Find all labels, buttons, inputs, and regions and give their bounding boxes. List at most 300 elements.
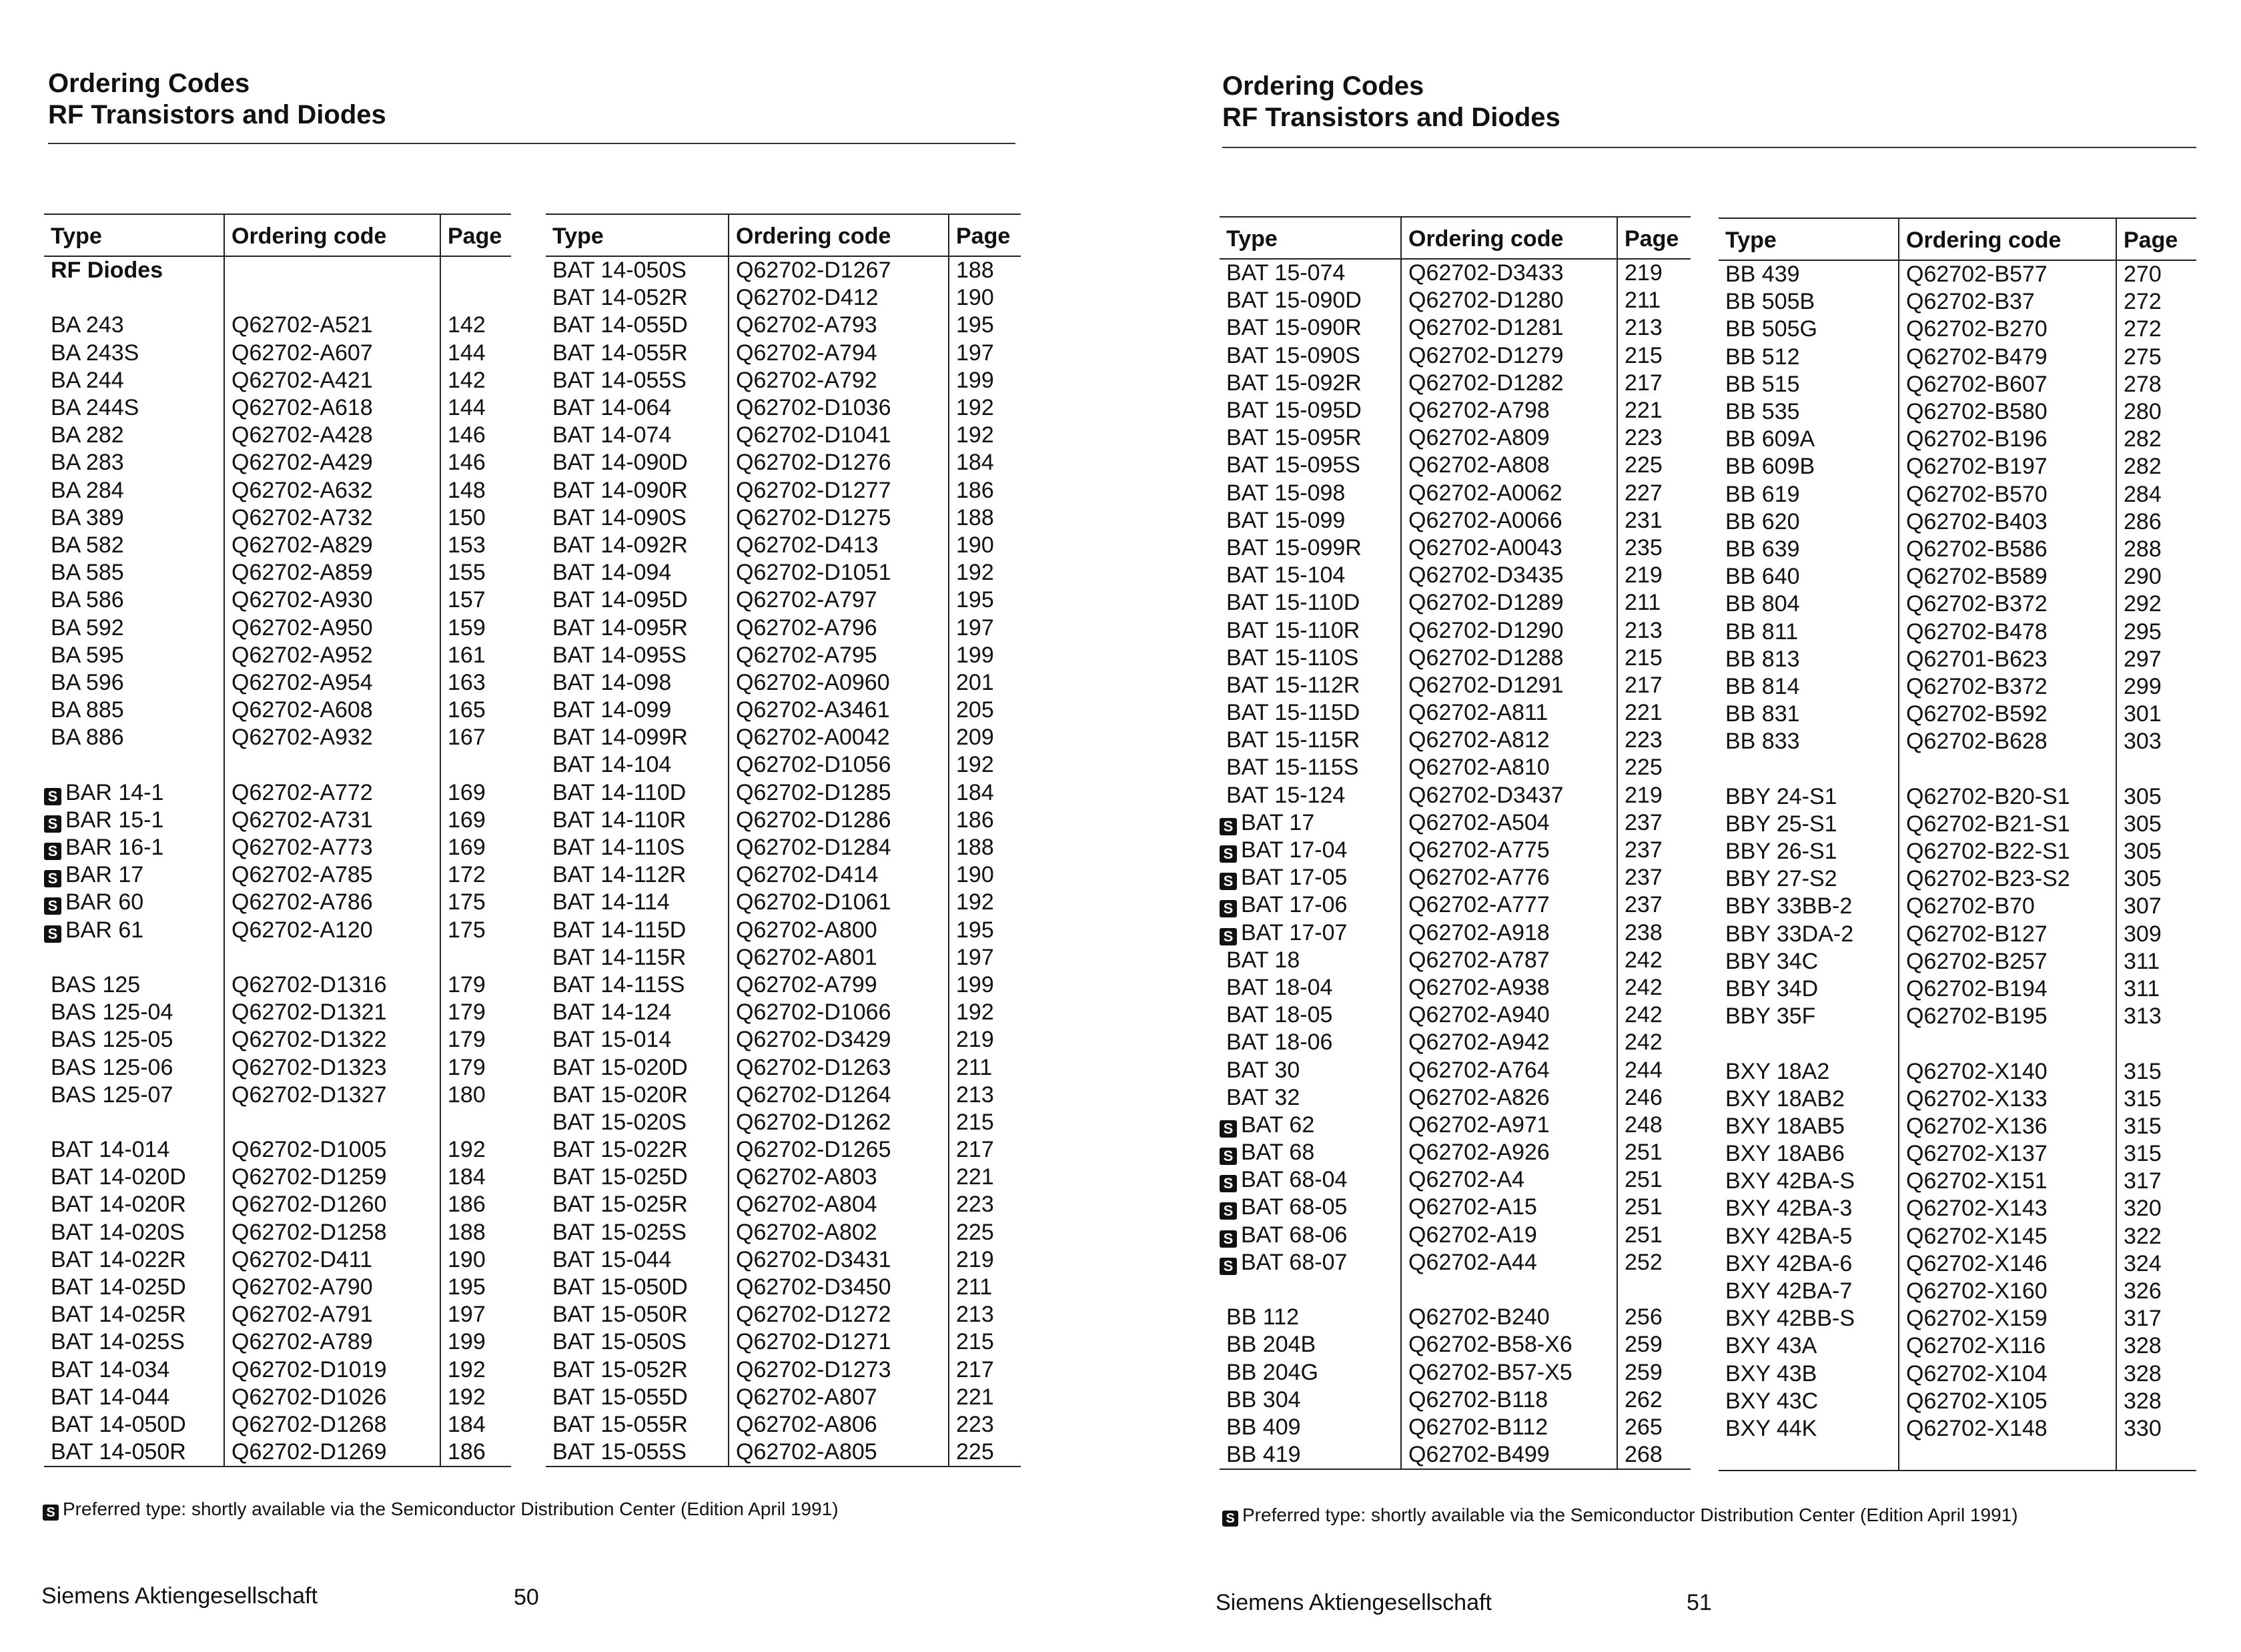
ordering-code-cell: Q62702-X105 — [1899, 1388, 2116, 1415]
ordering-code-cell: Q62702-X146 — [1899, 1250, 2116, 1278]
ordering-code-cell: Q62702-A791 — [224, 1301, 440, 1328]
type-value: BAT 15-044 — [552, 1246, 672, 1272]
table-row — [1719, 260, 2196, 288]
type-cell — [1719, 1140, 1899, 1168]
type-value: BAT 15-115S — [1226, 755, 1359, 781]
table-row — [546, 999, 1021, 1026]
ordering-code-cell: Q62702-D1264 — [729, 1082, 949, 1109]
table-row — [1220, 864, 1691, 891]
table-row — [546, 1384, 1021, 1411]
table-row — [1719, 783, 2196, 811]
table-row — [546, 917, 1021, 944]
page-cell: 301 — [2116, 701, 2196, 728]
ordering-code-cell — [224, 751, 440, 779]
table-row — [44, 1274, 511, 1301]
page-cell: 153 — [440, 532, 511, 559]
type-value: BB 639 — [1725, 536, 1800, 562]
table-row — [546, 944, 1021, 971]
page-cell: 238 — [1617, 919, 1691, 947]
type-value: BAT 68-07 — [1241, 1249, 1348, 1275]
page-cell: 305 — [2116, 783, 2196, 811]
type-value: BAT 18-06 — [1226, 1029, 1333, 1056]
table-row — [546, 807, 1021, 834]
table-row — [1220, 1222, 1691, 1249]
type-value: BAT 15-020R — [552, 1082, 688, 1108]
type-cell — [1220, 947, 1401, 974]
ordering-code-cell: Q62702-D3435 — [1401, 562, 1617, 589]
table-row — [1220, 782, 1691, 809]
type-value: BAT 17-04 — [1241, 837, 1348, 863]
ordering-code-cell: Q62702-D1285 — [729, 779, 949, 807]
ordering-table-1 — [44, 214, 511, 1467]
page-cell: 165 — [440, 697, 511, 724]
table-row — [546, 834, 1021, 861]
type-cell — [1719, 1086, 1899, 1113]
table-row — [546, 256, 1021, 284]
ordering-code-cell: Q62702-D1258 — [224, 1219, 440, 1246]
ordering-code-cell: Q62702-D1066 — [729, 999, 949, 1026]
type-cell — [1719, 536, 1899, 563]
table-row — [1719, 948, 2196, 975]
ordering-code-cell: Q62702-A789 — [224, 1328, 440, 1356]
type-value: BAT 14-020S — [51, 1219, 185, 1245]
preferred-type-icon: S — [1220, 900, 1237, 917]
table-row — [44, 449, 511, 476]
ordering-code-cell: Q62702-A799 — [729, 971, 949, 999]
ordering-code-cell: Q62702-D1321 — [224, 999, 440, 1026]
ordering-code-cell: Q62702-A732 — [224, 504, 440, 532]
table-row — [1220, 1304, 1691, 1331]
type-cell — [1220, 1359, 1401, 1386]
ordering-code-cell: Q62702-D1280 — [1401, 287, 1617, 314]
page-cell: 278 — [2116, 371, 2196, 398]
table-row — [1220, 534, 1691, 562]
preferred-type-icon: S — [1220, 1230, 1237, 1248]
ordering-code-cell: Q62702-D1056 — [729, 751, 949, 779]
preferred-type-icon: S — [1220, 845, 1237, 863]
table-row — [44, 1384, 511, 1411]
type-cell — [546, 889, 729, 916]
ordering-code-cell: Q62702-D1019 — [224, 1356, 440, 1384]
ordering-code-cell: Q62702-D1316 — [224, 971, 440, 999]
type-cell — [546, 284, 729, 312]
ordering-code-cell: Q62702-A796 — [729, 614, 949, 641]
ordering-code-cell: Q62702-A19 — [1401, 1222, 1617, 1249]
table-row — [44, 532, 511, 559]
table-row — [1719, 1278, 2196, 1305]
type-cell — [1220, 837, 1401, 864]
table-row — [1220, 424, 1691, 452]
ordering-code-cell: Q62702-A829 — [224, 532, 440, 559]
type-cell — [44, 889, 224, 916]
type-cell — [1719, 260, 1899, 288]
type-cell — [1220, 1331, 1401, 1358]
type-cell — [546, 367, 729, 394]
type-value: BAT 14-050R — [51, 1439, 186, 1465]
type-cell — [546, 1109, 729, 1136]
ordering-code-cell: Q62702-A930 — [224, 586, 440, 614]
ordering-code-cell: Q62702-A608 — [224, 697, 440, 724]
type-value: BAT 68-04 — [1241, 1167, 1348, 1193]
ordering-code-cell: Q62702-D1263 — [729, 1054, 949, 1081]
type-cell — [1220, 1386, 1401, 1414]
ordering-code-cell: Q62702-A504 — [1401, 809, 1617, 837]
type-cell — [546, 340, 729, 367]
page-cell: 237 — [1617, 837, 1691, 864]
ordering-code-cell — [224, 944, 440, 971]
page-cell — [440, 1109, 511, 1136]
table-header-row — [44, 214, 511, 256]
type-cell — [546, 1384, 729, 1411]
table-row — [44, 971, 511, 999]
ordering-code-cell: Q62702-A428 — [224, 422, 440, 449]
type-value: BB 833 — [1725, 729, 1800, 755]
table-row — [1220, 1194, 1691, 1221]
page-right — [1121, 0, 2241, 1652]
ordering-code-cell: Q62702-D3450 — [729, 1274, 949, 1301]
page-cell: 315 — [2116, 1140, 2196, 1168]
ordering-code-header: Ordering code — [1401, 217, 1617, 259]
type-cell — [1719, 344, 1899, 371]
type-value: BAT 18-05 — [1226, 1002, 1333, 1028]
type-cell — [546, 1328, 729, 1356]
ordering-code-cell: Q62702-A792 — [729, 367, 949, 394]
ordering-code-cell: Q62702-D1277 — [729, 477, 949, 504]
page-cell: 237 — [1617, 864, 1691, 891]
page-cell: 317 — [2116, 1305, 2196, 1332]
page-cell: 179 — [440, 999, 511, 1026]
page-cell: 190 — [949, 284, 1021, 312]
table-row — [546, 779, 1021, 807]
table-row — [546, 422, 1021, 449]
page-cell: 248 — [1617, 1112, 1691, 1139]
type-value: BXY 42BB-S — [1725, 1306, 1855, 1332]
table-row — [546, 1191, 1021, 1218]
type-cell — [44, 697, 224, 724]
page-cell: 225 — [1617, 452, 1691, 479]
ordering-code-cell: Q62702-A0042 — [729, 724, 949, 751]
ordering-code-cell: Q62702-X104 — [1899, 1360, 2116, 1388]
type-value: BA 886 — [51, 725, 124, 751]
table-row — [546, 971, 1021, 999]
type-value: BAT 15-124 — [1226, 782, 1346, 808]
page-cell: 290 — [2116, 563, 2196, 590]
ordering-code-cell — [224, 256, 440, 284]
type-cell — [546, 504, 729, 532]
table-row — [1220, 1414, 1691, 1441]
type-cell — [1220, 919, 1401, 947]
type-cell — [1719, 755, 1899, 783]
page-cell: 190 — [949, 532, 1021, 559]
ordering-code-cell: Q62702-B592 — [1899, 701, 2116, 728]
type-value: BAT 14-094 — [552, 560, 672, 586]
table-row — [44, 724, 511, 751]
ordering-code-cell: Q62702-D1061 — [729, 889, 949, 916]
type-cell — [44, 1301, 224, 1328]
table-row — [44, 256, 511, 284]
type-value: BXY 18AB2 — [1725, 1086, 1845, 1112]
type-value: BAT 15-090R — [1226, 315, 1362, 341]
page-cell: 223 — [949, 1411, 1021, 1438]
page-cell: 179 — [440, 1026, 511, 1054]
type-value: BBY 24-S1 — [1725, 783, 1837, 809]
table-row — [44, 834, 511, 861]
table-row — [1220, 837, 1691, 864]
type-value: BAT 15-092R — [1226, 370, 1362, 396]
page-cell: 163 — [440, 669, 511, 697]
type-value: BAS 125-07 — [51, 1082, 173, 1108]
footnote-text: Preferred type: shortly available via the Semiconductor Distribution Center (Edition April 1991) — [63, 1499, 839, 1519]
page-cell: 172 — [440, 861, 511, 889]
type-value: BAT 15-099 — [1226, 507, 1346, 533]
ordering-code-cell: Q62702-X148 — [1899, 1415, 2116, 1442]
ordering-code-cell: Q62702-D1289 — [1401, 589, 1617, 616]
table-row — [1220, 452, 1691, 479]
type-value: BA 885 — [51, 697, 124, 723]
type-value: BAT 14-098 — [552, 669, 672, 695]
table-row — [1719, 1305, 2196, 1332]
type-cell — [1719, 563, 1899, 590]
ordering-code-cell: Q62702-D3429 — [729, 1026, 949, 1054]
type-value: BB 811 — [1725, 618, 1799, 645]
type-cell — [44, 1246, 224, 1274]
type-cell — [1719, 481, 1899, 508]
type-cell — [1719, 1278, 1899, 1305]
type-value: BAT 14-104 — [552, 752, 672, 778]
page-cell: 299 — [2116, 673, 2196, 701]
type-value: BAT 14-095S — [552, 642, 687, 668]
table-row — [1719, 536, 2196, 563]
page-cell: 175 — [440, 917, 511, 944]
page-cell: 251 — [1617, 1139, 1691, 1166]
ordering-code-cell: Q62702-D1051 — [729, 559, 949, 586]
table-row — [1220, 727, 1691, 754]
ordering-code-cell: Q62702-A940 — [1401, 1001, 1617, 1029]
page-cell: 328 — [2116, 1332, 2196, 1360]
type-value: BAT 68-05 — [1241, 1194, 1348, 1220]
type-value: BAT 15-112R — [1226, 672, 1360, 698]
type-value: BAT 14-090S — [552, 504, 687, 530]
page-header: Page — [949, 214, 1021, 256]
type-cell — [44, 504, 224, 532]
table-row — [1719, 344, 2196, 371]
type-value: BAR 14-1 — [65, 779, 164, 805]
table-row — [546, 586, 1021, 614]
ordering-code-cell — [224, 284, 440, 312]
type-cell — [1719, 1195, 1899, 1222]
ordering-code-cell: Q62702-X136 — [1899, 1113, 2116, 1140]
page-cell: 215 — [949, 1109, 1021, 1136]
preferred-type-icon: S — [1220, 1120, 1237, 1138]
table-row — [1220, 314, 1691, 342]
type-value: BAT 14-110S — [552, 835, 685, 861]
table-row — [44, 807, 511, 834]
table-row — [1220, 1112, 1691, 1139]
page-cell: 280 — [2116, 398, 2196, 426]
type-cell — [1220, 1222, 1401, 1249]
type-cell — [44, 614, 224, 641]
ordering-code-cell: Q62702-A0066 — [1401, 507, 1617, 534]
type-cell — [1719, 728, 1899, 755]
type-value: BA 592 — [51, 614, 124, 641]
ordering-code-cell: Q62702-B127 — [1899, 921, 2116, 948]
ordering-code-cell: Q62702-A0043 — [1401, 534, 1617, 562]
page-cell: 180 — [440, 1082, 511, 1109]
ordering-code-cell: Q62702-A775 — [1401, 837, 1617, 864]
type-cell — [1719, 811, 1899, 838]
ordering-code-cell: Q62702-D414 — [729, 861, 949, 889]
table-row — [546, 1136, 1021, 1164]
ordering-code-cell — [1899, 1442, 2116, 1471]
page-cell: 282 — [2116, 426, 2196, 453]
table-row — [546, 1274, 1021, 1301]
type-cell — [546, 1082, 729, 1109]
preferred-type-icon: S — [1220, 818, 1237, 835]
type-cell — [44, 751, 224, 779]
page-cell: 275 — [2116, 344, 2196, 371]
page-cell: 186 — [949, 477, 1021, 504]
ordering-code-cell: Q62702-B372 — [1899, 673, 2116, 701]
table-row — [44, 614, 511, 641]
ordering-code-cell: Q62702-D1284 — [729, 834, 949, 861]
type-cell — [546, 1219, 729, 1246]
page-cell: 192 — [949, 394, 1021, 422]
type-cell — [546, 751, 729, 779]
page-cell: 292 — [2116, 590, 2196, 618]
type-cell — [1220, 342, 1401, 370]
table-row — [44, 917, 511, 944]
company-name: Siemens Aktiengesellschaft — [41, 1583, 318, 1609]
ordering-code-cell: Q62702-B499 — [1401, 1441, 1617, 1469]
ordering-code-cell: Q62702-X151 — [1899, 1168, 2116, 1195]
type-value: BBY 35F — [1725, 1003, 1816, 1029]
table-row — [546, 477, 1021, 504]
ordering-code-cell: Q62702-A809 — [1401, 424, 1617, 452]
table-row — [1719, 1168, 2196, 1195]
type-value: BAT 14-052R — [552, 285, 688, 311]
type-cell — [44, 559, 224, 586]
page-cell: 242 — [1617, 947, 1691, 974]
title-line-2: RF Transistors and Diodes — [48, 100, 386, 129]
type-cell — [546, 779, 729, 807]
table-row — [1220, 616, 1691, 644]
type-cell — [546, 559, 729, 586]
page-cell: 237 — [1617, 891, 1691, 919]
page-cell: 223 — [949, 1191, 1021, 1218]
table-row — [1220, 1029, 1691, 1056]
ordering-code-cell: Q62702-B270 — [1899, 316, 2116, 343]
type-cell — [1220, 1084, 1401, 1112]
type-cell — [44, 340, 224, 367]
type-cell — [44, 1026, 224, 1054]
type-cell — [1719, 1332, 1899, 1360]
page-cell: 251 — [1617, 1194, 1691, 1221]
type-cell — [1719, 948, 1899, 975]
type-cell — [44, 779, 224, 807]
type-cell — [546, 586, 729, 614]
type-value: BAT 14-115R — [552, 944, 687, 970]
type-value: BAT 14-092R — [552, 532, 688, 558]
type-cell — [1719, 1113, 1899, 1140]
page-cell: 144 — [440, 340, 511, 367]
page-cell: 311 — [2116, 975, 2196, 1003]
table-row — [546, 532, 1021, 559]
ordering-code-cell: Q62702-X145 — [1899, 1223, 2116, 1250]
type-cell — [1719, 646, 1899, 673]
type-value: BBY 33BB-2 — [1725, 893, 1853, 919]
type-cell — [1719, 893, 1899, 920]
ordering-code-cell: Q62702-A793 — [729, 312, 949, 339]
type-value: BB 814 — [1725, 673, 1800, 699]
type-cell — [44, 367, 224, 394]
type-value: BXY 18A2 — [1725, 1058, 1830, 1084]
page-cell: 262 — [1617, 1386, 1691, 1414]
ordering-code-cell: Q62702-D1041 — [729, 422, 949, 449]
page-cell: 268 — [1617, 1441, 1691, 1469]
type-cell — [546, 917, 729, 944]
ordering-code-cell: Q62702-A810 — [1401, 754, 1617, 781]
table-row — [1719, 1250, 2196, 1278]
preferred-type-icon: S — [44, 870, 61, 887]
table-row — [1719, 316, 2196, 343]
table-row — [546, 1356, 1021, 1384]
ordering-code-cell: Q62702-B479 — [1899, 344, 2116, 371]
type-cell — [1220, 1276, 1401, 1304]
type-cell — [1719, 975, 1899, 1003]
type-value: BAT 15-055D — [552, 1384, 688, 1410]
type-cell — [546, 1136, 729, 1164]
table-row — [44, 1328, 511, 1356]
type-cell — [1220, 480, 1401, 507]
ordering-code-cell: Q62702-A731 — [224, 807, 440, 834]
ordering-code-cell: Q62702-A773 — [224, 834, 440, 861]
ordering-code-cell: Q62702-D1323 — [224, 1054, 440, 1081]
type-cell — [546, 1164, 729, 1191]
type-value: BAT 14-025R — [51, 1302, 186, 1328]
ordering-code-cell: Q62702-D1275 — [729, 504, 949, 532]
type-value: BBY 33DA-2 — [1725, 921, 1854, 947]
ordering-code-cell: Q62702-A790 — [224, 1274, 440, 1301]
type-cell — [44, 532, 224, 559]
ordering-code-cell: Q62702-D1290 — [1401, 616, 1617, 644]
type-cell — [1220, 452, 1401, 479]
type-cell — [546, 1301, 729, 1328]
page-cell: 282 — [2116, 453, 2196, 480]
type-value: BAT 14-025D — [51, 1274, 186, 1300]
type-cell — [44, 1082, 224, 1109]
ordering-code-cell: Q62702-D1267 — [729, 256, 949, 284]
page-header: Page — [440, 214, 511, 256]
page-cell: 307 — [2116, 893, 2196, 920]
title-line-2: RF Transistors and Diodes — [1222, 103, 1560, 132]
type-value: BAT 14-095R — [552, 614, 688, 641]
table-row — [546, 889, 1021, 916]
type-cell — [546, 532, 729, 559]
type-value: BB 409 — [1226, 1414, 1301, 1440]
table-row — [1719, 701, 2196, 728]
page-cell: 144 — [440, 394, 511, 422]
type-value: BAT 15-055S — [552, 1439, 687, 1465]
type-value: BB 204B — [1226, 1332, 1316, 1358]
ordering-code-cell: Q62702-D1260 — [224, 1191, 440, 1218]
type-cell — [1220, 1414, 1401, 1441]
type-cell — [546, 1026, 729, 1054]
page-cell: 223 — [1617, 727, 1691, 754]
type-value: BB 609A — [1725, 426, 1815, 452]
table-row — [1719, 1332, 2196, 1360]
type-cell — [1719, 783, 1899, 811]
type-value: BAT 15-055R — [552, 1411, 688, 1437]
